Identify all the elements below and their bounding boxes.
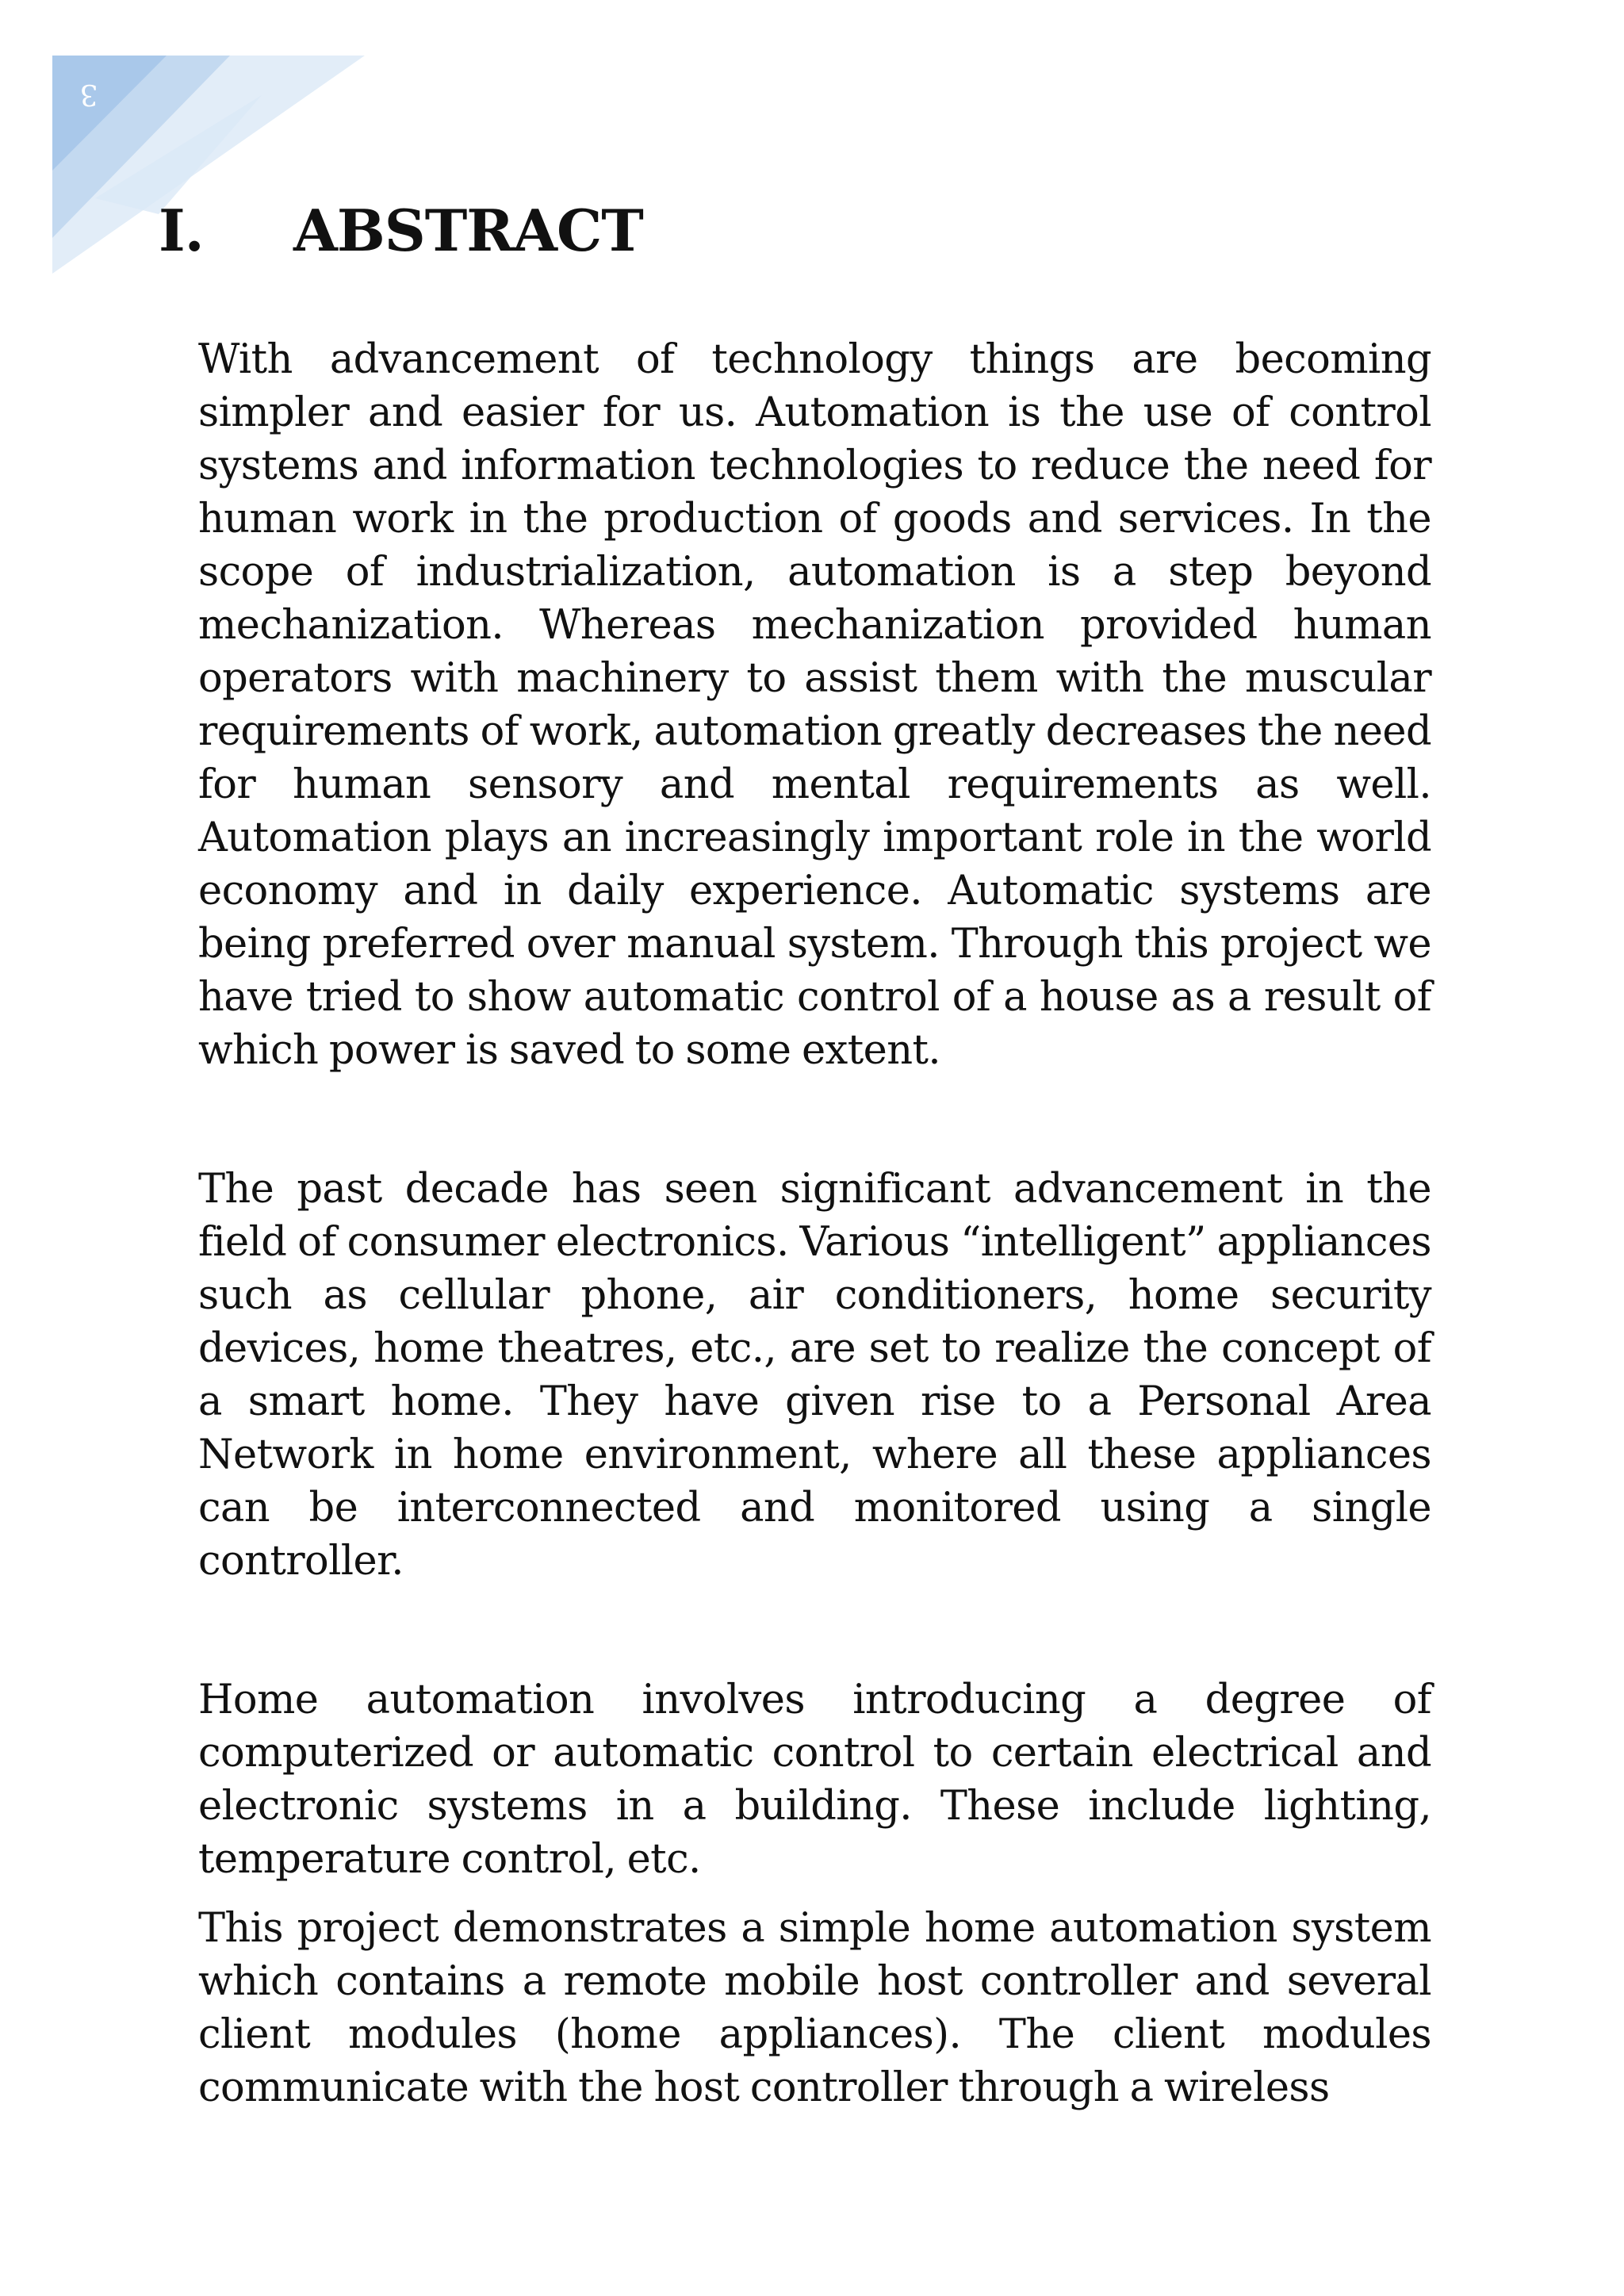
page-number: 3 <box>79 78 98 110</box>
paragraph-4: This project demonstrates a simple home automation system which contains a remote mobile host controller and several client modules (home appliances). The client modules communicate with the host controller through a wireless <box>198 1905 1431 2111</box>
section-number: I. <box>159 197 204 264</box>
section-title: ABSTRACT <box>293 197 643 264</box>
abstract-body <box>198 333 1431 2114</box>
paragraph-2: The past decade has seen significant advancement in the field of consumer electronics. Various “intelligent” appliances such as cellular phone, air conditioners, home security devices, home theatres, etc., are set to realize the concept of a smart home. They have given rise to a Personal Area Network in home environment, where all these appliances can be interconnected and monitored using a single controller. <box>198 1166 1431 1585</box>
section-heading <box>159 197 643 264</box>
paragraph-3: Home automation involves introducing a degree of computerized or automatic control to certain electrical and electronic systems in a building. These include lighting, temperature control, etc. <box>198 1677 1431 1883</box>
paragraph-1: With advancement of technology things are becoming simpler and easier for us. Automation is the use of control systems and information technologies to reduce the need for human work in the production of goods and services. In the scope of industrialization, automation is a step beyond mechanization. Whereas mechanization provided human operators with machinery to assist them with the muscular requirements of work, automation greatly decreases the need for human sensory and mental requirements as well. Automation plays an increasingly important role in the world economy and in daily experience. Automatic systems are being preferred over manual system. Through this project we have tried to show automatic control of a house as a result of which power is saved to some extent. <box>198 336 1431 1074</box>
